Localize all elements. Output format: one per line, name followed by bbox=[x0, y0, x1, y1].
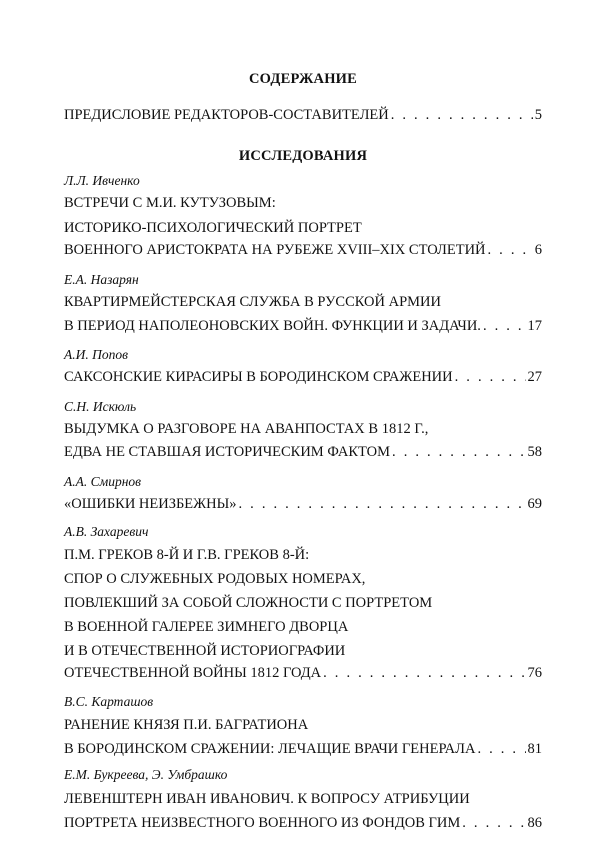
entry-author: А.В. Захаревич bbox=[64, 524, 149, 539]
entry-title-line: КВАРТИРМЕЙСТЕРСКАЯ СЛУЖБА В РУССКОЙ АРМИИ bbox=[64, 294, 441, 310]
entry-page-number: 81 bbox=[527, 741, 542, 757]
entry-title-line: РАНЕНИЕ КНЯЗЯ П.И. БАГРАТИОНА bbox=[64, 717, 309, 733]
dot-leader bbox=[483, 317, 526, 335]
entry-title-line bbox=[64, 317, 542, 335]
dot-leader bbox=[323, 664, 525, 682]
dot-leader bbox=[462, 814, 525, 832]
entry-page-number: 86 bbox=[527, 815, 542, 831]
entry-author: А.А. Смирнов bbox=[64, 474, 142, 489]
entry-title-line bbox=[64, 814, 542, 832]
section-title: ИССЛЕДОВАНИЯ bbox=[238, 148, 368, 164]
preface-page-number: 5 bbox=[534, 107, 542, 123]
entry-title-text: ВОЕННОГО АРИСТОКРАТА НА РУБЕЖЕ XVIII–XIX СТОЛЕТИЙ bbox=[64, 242, 486, 258]
entry-title-text: В ПЕРИОД НАПОЛЕОНОВСКИХ ВОЙН. ФУНКЦИИ И ЗАДАЧИ. bbox=[64, 318, 481, 334]
entry-title-line: В ВОЕННОЙ ГАЛЕРЕЕ ЗИМНЕГО ДВОРЦА bbox=[64, 619, 349, 635]
entry-page-number: 27 bbox=[527, 369, 542, 385]
entry-title-line bbox=[64, 664, 542, 682]
entry-title-text: ОТЕЧЕСТВЕННОЙ ВОЙНЫ 1812 ГОДА bbox=[64, 665, 322, 681]
entry-author: А.И. Попов bbox=[64, 347, 128, 362]
entry-title-line bbox=[64, 241, 542, 259]
entry-title-text: ЕДВА НЕ СТАВШАЯ ИСТОРИЧЕСКИМ ФАКТОМ bbox=[64, 444, 391, 460]
entry-title-line bbox=[64, 740, 542, 758]
entry-title-line: ВСТРЕЧИ С М.И. КУТУЗОВЫМ: bbox=[64, 195, 276, 211]
entry-title-line: П.М. ГРЕКОВ 8-Й И Г.В. ГРЕКОВ 8-Й: bbox=[64, 547, 310, 563]
entry-title-text: САКСОНСКИЕ КИРАСИРЫ В БОРОДИНСКОМ СРАЖЕНИИ bbox=[64, 369, 453, 385]
entry-page-number: 58 bbox=[527, 444, 542, 460]
entry-title-line bbox=[64, 368, 542, 386]
entry-title-line: ИСТОРИКО-ПСИХОЛОГИЧЕСКИЙ ПОРТРЕТ bbox=[64, 220, 362, 236]
entry-title-line: И В ОТЕЧЕСТВЕННОЙ ИСТОРИОГРАФИИ bbox=[64, 643, 346, 659]
dot-leader bbox=[392, 443, 525, 461]
entry-title-text: В БОРОДИНСКОМ СРАЖЕНИИ: ЛЕЧАЩИЕ ВРАЧИ ГЕНЕРАЛА bbox=[64, 741, 476, 757]
entry-author: Е.А. Назарян bbox=[64, 272, 139, 287]
dot-leader bbox=[477, 740, 525, 758]
entry-title-line bbox=[64, 443, 542, 461]
dot-leader bbox=[455, 368, 526, 386]
dot-leader bbox=[391, 106, 533, 124]
entry-page-number: 69 bbox=[527, 496, 542, 512]
contents-title: СОДЕРЖАНИЕ bbox=[248, 71, 358, 87]
entry-title-line: ЛЕВЕНШТЕРН ИВАН ИВАНОВИЧ. К ВОПРОСУ АТРИБУЦИИ bbox=[64, 791, 470, 807]
entry-author: В.С. Карташов bbox=[64, 694, 154, 709]
entry-title-line bbox=[64, 495, 542, 513]
entry-title-line: ПОВЛЕКШИЙ ЗА СОБОЙ СЛОЖНОСТИ С ПОРТРЕТОМ bbox=[64, 595, 433, 611]
entry-title-text: ПОРТРЕТА НЕИЗВЕСТНОГО ВОЕННОГО ИЗ ФОНДОВ ГИМ bbox=[64, 815, 461, 831]
entry-author: Л.Л. Ивченко bbox=[64, 173, 140, 188]
entry-title-text: «ОШИБКИ НЕИЗБЕЖНЫ» bbox=[64, 496, 237, 512]
dot-leader bbox=[488, 241, 533, 259]
preface-entry bbox=[64, 106, 542, 124]
entry-title-line: СПОР О СЛУЖЕБНЫХ РОДОВЫХ НОМЕРАХ, bbox=[64, 571, 366, 587]
entry-page-number: 6 bbox=[534, 242, 542, 258]
dot-leader bbox=[239, 495, 526, 513]
preface-title: ПРЕДИСЛОВИЕ РЕДАКТОРОВ-СОСТАВИТЕЛЕЙ bbox=[64, 107, 389, 123]
entry-page-number: 76 bbox=[527, 665, 542, 681]
entry-page-number: 17 bbox=[527, 318, 542, 334]
entry-title-line: ВЫДУМКА О РАЗГОВОРЕ НА АВАНПОСТАХ В 1812 Г., bbox=[64, 421, 429, 437]
entry-author: С.Н. Искюль bbox=[64, 399, 137, 414]
entry-author: Е.М. Букреева, Э. Умбрашко bbox=[64, 767, 228, 782]
